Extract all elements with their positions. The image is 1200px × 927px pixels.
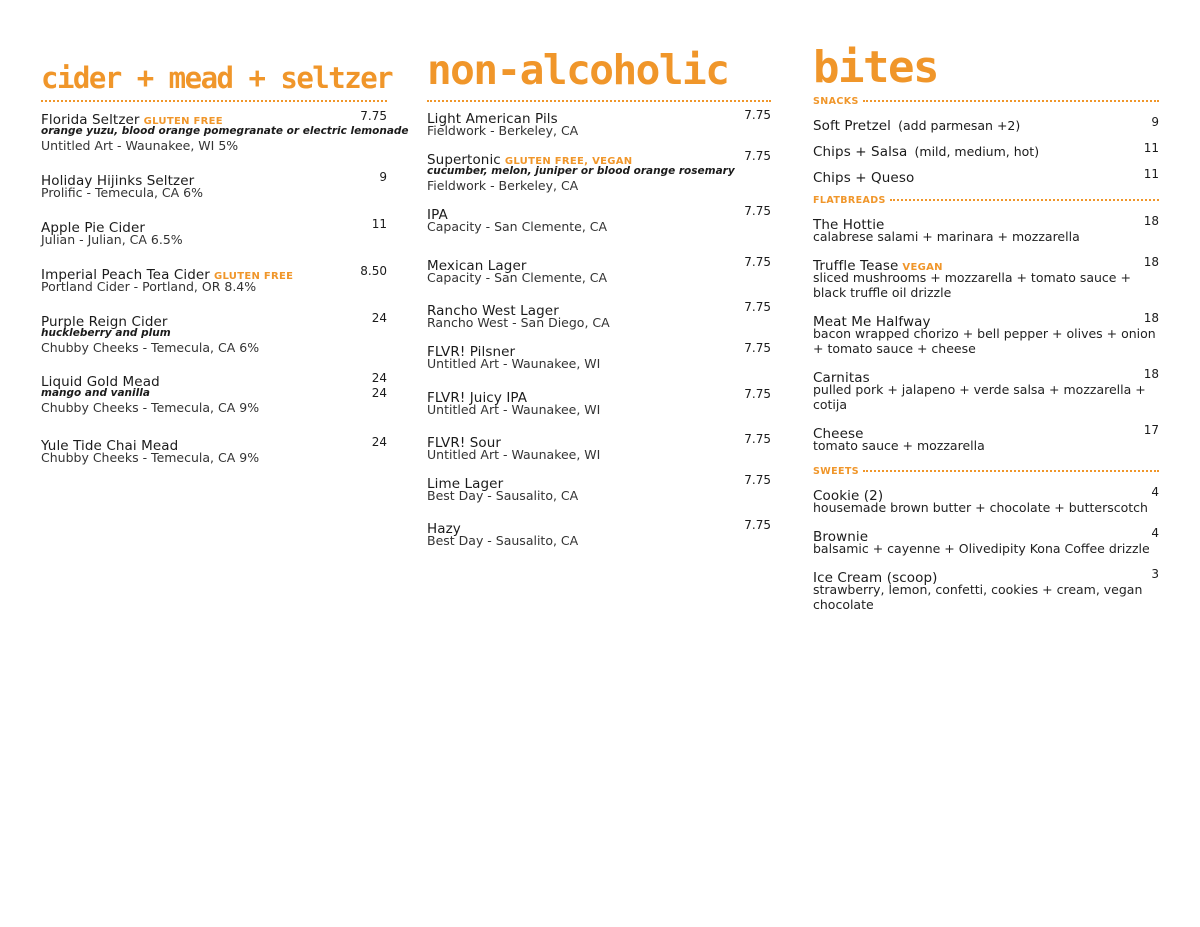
item-origin: Prolific - Temecula, CA 6%: [41, 185, 204, 200]
bites-section-heading: bites: [813, 42, 938, 93]
item-name: Supertonic: [427, 152, 501, 168]
menu-item: [813, 115, 1159, 134]
snacks-label: SNACKS: [813, 95, 859, 107]
item-price: 3: [1151, 567, 1159, 581]
item-price: 18: [1143, 255, 1159, 269]
item-name: Imperial Peach Tea Cider: [41, 267, 210, 283]
non-alcoholic-section-heading: non-alcoholic: [427, 46, 729, 94]
item-price: 11: [1143, 141, 1159, 155]
dietary-tag: GLUTEN FREE: [143, 116, 223, 127]
item-price: 7.75: [744, 300, 771, 314]
flatbreads-subheading: [813, 194, 1159, 206]
item-origin: Chubby Cheeks - Temecula, CA 6%: [41, 340, 260, 355]
item-price: 4: [1151, 526, 1159, 540]
item-name: Liquid Gold Mead: [41, 374, 160, 390]
menu-item: [41, 217, 387, 248]
sweets-subheading: [813, 465, 1159, 477]
menu-item: [41, 311, 387, 356]
item-name: FLVR! Juicy IPA: [427, 390, 528, 406]
menu-item: [427, 432, 771, 463]
menu-item: [813, 255, 1159, 300]
heading-divider: [41, 100, 387, 102]
item-description: strawberry, lemon, confetti, cookies + cream, vegan chocolate: [813, 582, 1143, 612]
subheading-divider: [863, 100, 1159, 102]
snacks-subheading: [813, 95, 1159, 107]
flatbreads-label: FLATBREADS: [813, 194, 886, 206]
item-price: 9: [1151, 115, 1159, 129]
item-origin: Best Day - Sausalito, CA: [427, 533, 579, 548]
menu-item: [427, 149, 771, 194]
item-description: pulled pork + jalapeno + verde salsa + mozzarella + cotija: [813, 382, 1146, 412]
item-price: 24: [371, 311, 387, 325]
item-origin: Untitled Art - Waunakee, WI: [427, 356, 601, 371]
item-price: 7.75: [744, 204, 771, 218]
item-name: Cookie (2): [813, 488, 884, 504]
menu-item: [813, 167, 1159, 186]
item-price: 7.75: [744, 473, 771, 487]
item-origin: Portland Cider - Portland, OR 8.4%: [41, 279, 257, 294]
item-name: Light American Pils: [427, 111, 558, 127]
item-price: 17: [1143, 423, 1159, 437]
item-price: 7.75: [744, 149, 771, 163]
item-name: Brownie: [813, 529, 869, 545]
menu-item: [427, 300, 771, 331]
item-description: calabrese salami + marinara + mozzarella: [813, 229, 1080, 244]
item-description: balsamic + cayenne + Olivedipity Kona Coffee drizzle: [813, 541, 1150, 556]
item-origin: Capacity - San Clemente, CA: [427, 219, 608, 234]
item-description: tomato sauce + mozzarella: [813, 438, 985, 453]
menu-item: [41, 170, 387, 201]
item-name: Ice Cream (scoop): [813, 570, 938, 586]
item-price: 11: [1143, 167, 1159, 181]
subheading-divider: [890, 199, 1159, 201]
item-price: 18: [1143, 367, 1159, 381]
item-name: Yule Tide Chai Mead: [41, 438, 179, 454]
menu-item: [813, 141, 1159, 160]
item-origin: Untitled Art - Waunakee, WI: [427, 402, 601, 417]
item-name: Carnitas: [813, 370, 870, 386]
sweets-label: SWEETS: [813, 465, 860, 477]
item-price: 7.75: [744, 108, 771, 122]
menu-item: [41, 371, 387, 416]
item-description: housemade brown butter + chocolate + butterscotch: [813, 500, 1148, 515]
item-origin: Rancho West - San Diego, CA: [427, 315, 610, 330]
item-name: Purple Reign Cider: [41, 314, 168, 330]
item-name: Soft Pretzel: [813, 118, 892, 134]
item-origin: Untitled Art - Waunakee, WI 5%: [41, 138, 239, 153]
item-price: 7.75: [744, 518, 771, 532]
item-name: Hazy: [427, 521, 461, 537]
item-price: 7.75: [744, 255, 771, 269]
item-name: The Hottie: [813, 217, 885, 233]
item-price: 18: [1143, 311, 1159, 325]
menu-item: [41, 264, 387, 295]
item-note: cucumber, melon, juniper or blood orange rosemary: [427, 165, 735, 177]
item-name: Holiday Hijinks Seltzer: [41, 173, 195, 189]
item-origin: Capacity - San Clemente, CA: [427, 270, 608, 285]
dietary-tag: GLUTEN FREE: [213, 271, 294, 282]
item-price: 7.75: [360, 109, 387, 123]
menu-item: [813, 311, 1159, 356]
menu-item: [427, 341, 771, 372]
item-name: FLVR! Sour: [427, 435, 502, 451]
item-note: mango and vanilla 24: [41, 386, 387, 400]
menu-item: [427, 204, 771, 235]
menu-item: [813, 526, 1159, 556]
item-origin: Untitled Art - Waunakee, WI: [427, 447, 601, 462]
item-origin: Best Day - Sausalito, CA: [427, 488, 579, 503]
item-name: Chips + Salsa: [813, 144, 908, 160]
item-name: Chips + Queso: [813, 170, 915, 186]
menu-item: [813, 423, 1159, 453]
item-price: 18: [1143, 214, 1159, 228]
item-description: sliced mushrooms + mozzarella + tomato sauce + black truffle oil drizzle: [813, 270, 1131, 300]
item-origin: Fieldwork - Berkeley, CA: [427, 123, 579, 138]
item-name: Apple Pie Cider: [41, 220, 146, 236]
item-price: 7.75: [744, 432, 771, 446]
item-name: Florida Seltzer: [41, 112, 140, 128]
item-name: Cheese: [813, 426, 864, 442]
item-price-secondary: 24: [371, 386, 387, 400]
item-description: bacon wrapped chorizo + bell pepper + olives + onion + tomato sauce + cheese: [813, 326, 1156, 356]
menu-item: [427, 387, 771, 418]
item-note: huckleberry and plum: [41, 327, 171, 339]
subheading-divider: [863, 470, 1159, 472]
item-price: 8.50: [360, 264, 387, 278]
item-note: orange yuzu, blood orange pomegranate or electric lemonade: [41, 125, 409, 137]
item-price: 11: [371, 217, 387, 231]
heading-divider: [427, 100, 771, 102]
menu-item: [41, 435, 387, 466]
item-name: Truffle Tease: [813, 258, 899, 274]
menu-item: [41, 109, 409, 154]
item-name: Lime Lager: [427, 476, 504, 492]
item-price: 24: [371, 371, 387, 385]
item-origin: Julian - Julian, CA 6.5%: [41, 232, 183, 247]
menu-item: [427, 518, 771, 549]
item-name: Meat Me Halfway: [813, 314, 931, 330]
item-price: 9: [379, 170, 387, 184]
menu-item: [427, 255, 771, 286]
item-option: (add parmesan +2): [898, 118, 1021, 133]
item-name: Rancho West Lager: [427, 303, 559, 319]
menu-item: [813, 214, 1159, 244]
item-price: 7.75: [744, 387, 771, 401]
item-origin: Fieldwork - Berkeley, CA: [427, 178, 579, 193]
dietary-tag: VEGAN: [902, 262, 943, 273]
item-name: IPA: [427, 207, 448, 223]
menu-item: [427, 108, 771, 139]
dietary-tag: GLUTEN FREE, VEGAN: [504, 156, 633, 167]
item-price: 4: [1151, 485, 1159, 499]
cider-section-heading: cider + mead + seltzer: [41, 61, 393, 95]
item-price: 24: [371, 435, 387, 449]
item-option: (mild, medium, hot): [914, 144, 1040, 159]
menu-item: [813, 485, 1159, 515]
menu-item: [427, 473, 771, 504]
item-name: Mexican Lager: [427, 258, 527, 274]
item-origin: Chubby Cheeks - Temecula, CA 9%: [41, 450, 260, 465]
menu-item: [813, 367, 1159, 412]
menu-item: [813, 567, 1159, 612]
item-name: FLVR! Pilsner: [427, 344, 516, 360]
item-price: 7.75: [744, 341, 771, 355]
item-origin: Chubby Cheeks - Temecula, CA 9%: [41, 400, 260, 415]
